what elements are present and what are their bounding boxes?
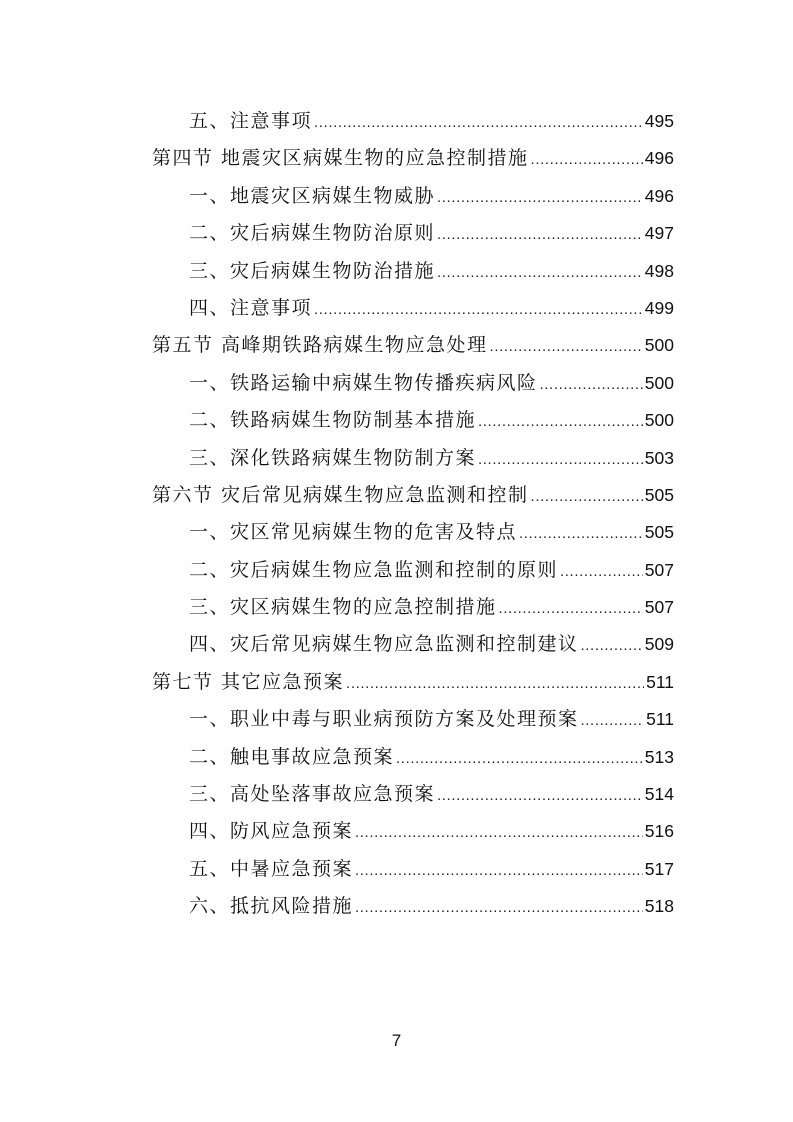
toc-entry[interactable] [152,103,674,140]
toc-entry[interactable] [152,365,674,402]
toc-section-entry[interactable] [152,327,674,364]
toc-entry-title: 一、地震灾区病媒生物威胁 [189,184,436,207]
toc-entry-page: 505 [644,522,674,543]
toc-entry-page: 500 [644,372,674,393]
toc-entry-title: 第六节 灾后常见病媒生物应急监测和控制 [152,483,529,506]
toc-entry[interactable] [152,701,674,738]
dot-leader [478,441,643,478]
toc-entry-title: 四、灾后常见病媒生物应急监测和控制建议 [189,633,579,656]
dot-leader [490,328,643,365]
toc-entry[interactable] [152,215,674,252]
toc-entry-page: 511 [646,709,674,730]
dot-leader [396,740,643,777]
toc-entry-title: 六、抵抗风险措施 [189,895,354,918]
toc-entry[interactable] [152,776,674,813]
toc-entry-title: 第四节 地震灾区病媒生物的应急控制措施 [152,147,529,170]
toc-entry[interactable] [152,626,674,663]
toc-entry-page: 514 [644,784,674,805]
dot-leader [540,366,643,403]
dot-leader [581,627,643,664]
dot-leader [531,478,643,515]
dot-leader [519,515,643,552]
toc-entry[interactable] [152,178,674,215]
toc-entry-title: 五、中暑应急预案 [189,857,354,880]
toc-entry-page: 518 [644,896,674,917]
dot-leader [581,702,645,739]
toc-entry[interactable] [152,552,674,589]
toc-entry-page: 509 [644,634,674,655]
toc-entry-title: 一、灾区常见病媒生物的危害及特点 [189,521,518,544]
toc-entry-title: 二、触电事故应急预案 [189,745,395,768]
toc-entry[interactable] [152,440,674,477]
dot-leader [437,179,643,216]
toc-entry-page: 513 [644,746,674,767]
toc-entry[interactable] [152,851,674,888]
toc-entry-title: 一、职业中毒与职业病预防方案及处理预案 [189,708,579,731]
toc-entry-title: 四、防风应急预案 [189,820,354,843]
dot-leader [437,254,643,291]
toc-entry[interactable] [152,253,674,290]
toc-entry-page: 511 [646,671,674,692]
toc-entry-page: 500 [644,335,674,356]
toc-entry[interactable] [152,739,674,776]
toc-entry-page: 507 [644,597,674,618]
toc-entry-page: 496 [644,148,674,169]
toc-section-entry[interactable] [152,477,674,514]
toc-entry-page: 505 [644,484,674,505]
toc-entry-title: 一、铁路运输中病媒生物传播疾病风险 [189,371,538,394]
toc-entry-page: 503 [644,447,674,468]
dot-leader [437,777,643,814]
dot-leader [355,889,643,926]
toc-section-entry[interactable] [152,664,674,701]
dot-leader [437,216,643,253]
toc-entry[interactable] [152,402,674,439]
toc-entry-page: 496 [644,185,674,206]
toc-entry-title: 四、注意事项 [189,296,313,319]
toc-entry-title: 三、灾后病媒生物防治措施 [189,259,436,282]
dot-leader [355,814,643,851]
toc-entry-page: 499 [644,297,674,318]
table-of-contents [152,103,674,926]
dot-leader [355,852,643,889]
toc-entry-page: 517 [644,858,674,879]
toc-entry-title: 二、铁路病媒生物防制基本措施 [189,409,477,432]
toc-entry-page: 495 [644,111,674,131]
dot-leader [478,403,643,440]
toc-entry-page: 516 [644,821,674,842]
dot-leader [346,665,644,702]
toc-entry[interactable] [152,813,674,850]
dot-leader [560,553,643,590]
toc-entry-title: 二、灾后病媒生物防治原则 [189,222,436,245]
toc-entry-title: 五、注意事项 [189,110,313,132]
toc-entry-title: 第七节 其它应急预案 [152,670,345,693]
toc-entry[interactable] [152,290,674,327]
dot-leader [314,104,643,141]
page-number: 7 [391,1031,402,1050]
toc-entry-title: 三、深化铁路病媒生物防制方案 [189,446,477,469]
dot-leader [499,590,643,627]
toc-section-entry[interactable] [152,140,674,177]
dot-leader [531,141,643,178]
toc-entry-page: 498 [644,260,674,281]
toc-entry[interactable] [152,514,674,551]
toc-entry-title: 三、高处坠落事故应急预案 [189,783,436,806]
toc-entry-title: 二、灾后病媒生物应急监测和控制的原则 [189,558,559,581]
toc-entry[interactable] [152,888,674,925]
dot-leader [314,291,643,328]
toc-entry-title: 第五节 高峰期铁路病媒生物应急处理 [152,334,488,357]
toc-entry-page: 497 [644,223,674,244]
toc-entry-page: 500 [644,410,674,431]
toc-entry[interactable] [152,589,674,626]
toc-entry-title: 三、灾区病媒生物的应急控制措施 [189,596,497,619]
toc-entry-page: 507 [644,559,674,580]
